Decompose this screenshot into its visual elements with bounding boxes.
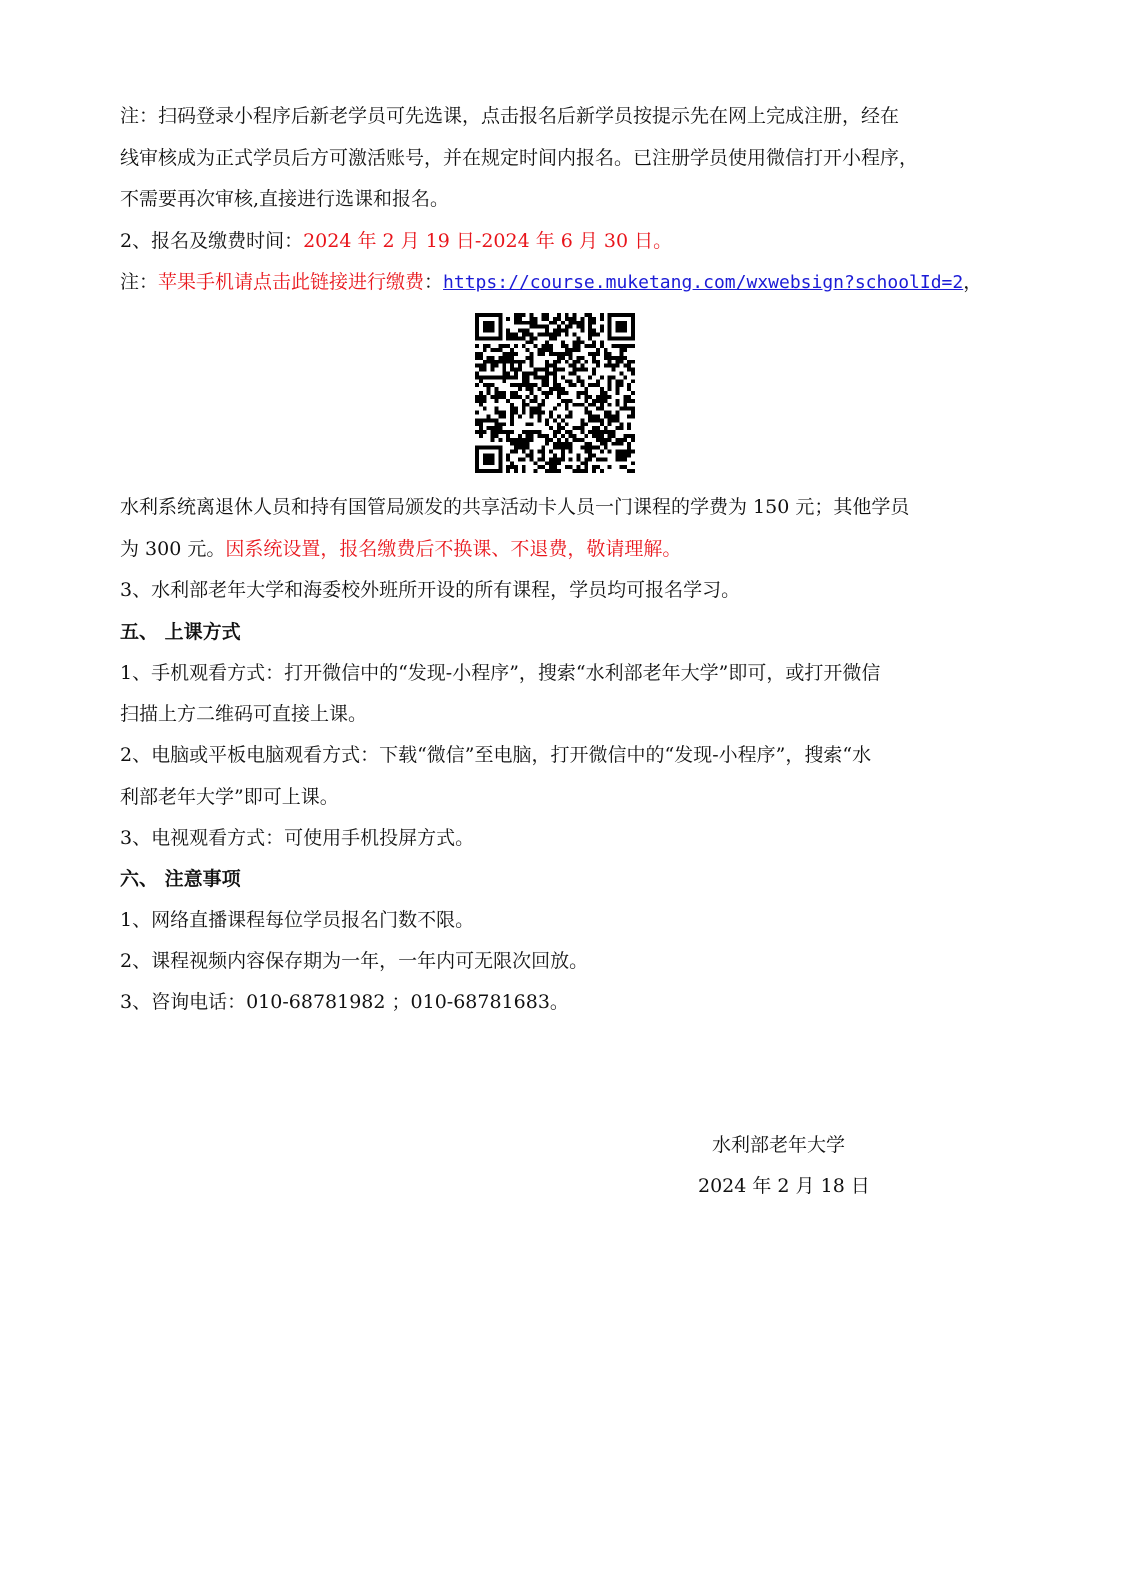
- note-line-3: 不需要再次审核,直接进行选课和报名。: [120, 188, 450, 210]
- apple-payment-note: [120, 270, 982, 295]
- section-5-heading: 五、 上课方式: [120, 621, 241, 643]
- payment-link[interactable]: https://course.muketang.com/wxwebsign?schoolId=2: [443, 272, 964, 293]
- fee-amount: 为 300 元。: [120, 538, 226, 560]
- section-5-p2-line1: 2、电脑或平板电脑观看方式：下载“微信”至电脑，打开微信中的“发现-小程序”，搜索“水: [120, 744, 872, 766]
- section-5-p2-line2: 利部老年大学”即可上课。: [120, 786, 339, 808]
- note-line-1: 注：扫码登录小程序后新老学员可先选课，点击报名后新学员按提示先在网上完成注册，经在: [120, 105, 900, 127]
- section-6-p1: 1、网络直播课程每位学员报名门数不限。: [120, 909, 475, 931]
- section-6-p3: 3、咨询电话：010-68781982 ；010-68781683。: [120, 991, 569, 1013]
- section-5-p3: 3、电视观看方式：可使用手机投屏方式。: [120, 827, 475, 849]
- apple-note-colon: ：: [424, 271, 444, 293]
- apple-note-text: 苹果手机请点击此链接进行缴费: [158, 271, 425, 293]
- section-5-p1-line1: 1、手机观看方式：打开微信中的“发现-小程序”，搜索“水利部老年大学”即可，或打开微信: [120, 662, 881, 684]
- registration-time-label: 2、报名及缴费时间：: [120, 230, 304, 252]
- qr-code-icon: [475, 313, 635, 473]
- refund-policy: 因系统设置，报名缴费后不换课、不退费，敬请理解。: [225, 538, 682, 560]
- section-5-p1-line2: 扫描上方二维码可直接上课。: [120, 703, 368, 725]
- apple-note-prefix: 注：: [120, 271, 159, 293]
- item-3: 3、水利部老年大学和海委校外班所开设的所有课程，学员均可报名学习。: [120, 579, 741, 601]
- registration-time: [120, 229, 672, 253]
- signature-org: 水利部老年大学: [712, 1134, 846, 1156]
- registration-dates: 2024 年 2 月 19 日-2024 年 6 月 30 日。: [303, 230, 673, 252]
- note-line-2: 线审核成为正式学员后方可激活账号，并在规定时间内报名。已注册学员使用微信打开小程序，: [120, 147, 919, 169]
- signature-date: 2024 年 2 月 18 日: [698, 1175, 870, 1197]
- apple-note-suffix: ，: [963, 271, 983, 293]
- fee-line-2: [120, 537, 681, 561]
- fee-line-1: 水利系统离退休人员和持有国管局颁发的共享活动卡人员一门课程的学费为 150 元；其他学员: [120, 496, 910, 518]
- section-6-heading: 六、 注意事项: [120, 868, 241, 890]
- section-6-p2: 2、课程视频内容保存期为一年，一年内可无限次回放。: [120, 950, 589, 972]
